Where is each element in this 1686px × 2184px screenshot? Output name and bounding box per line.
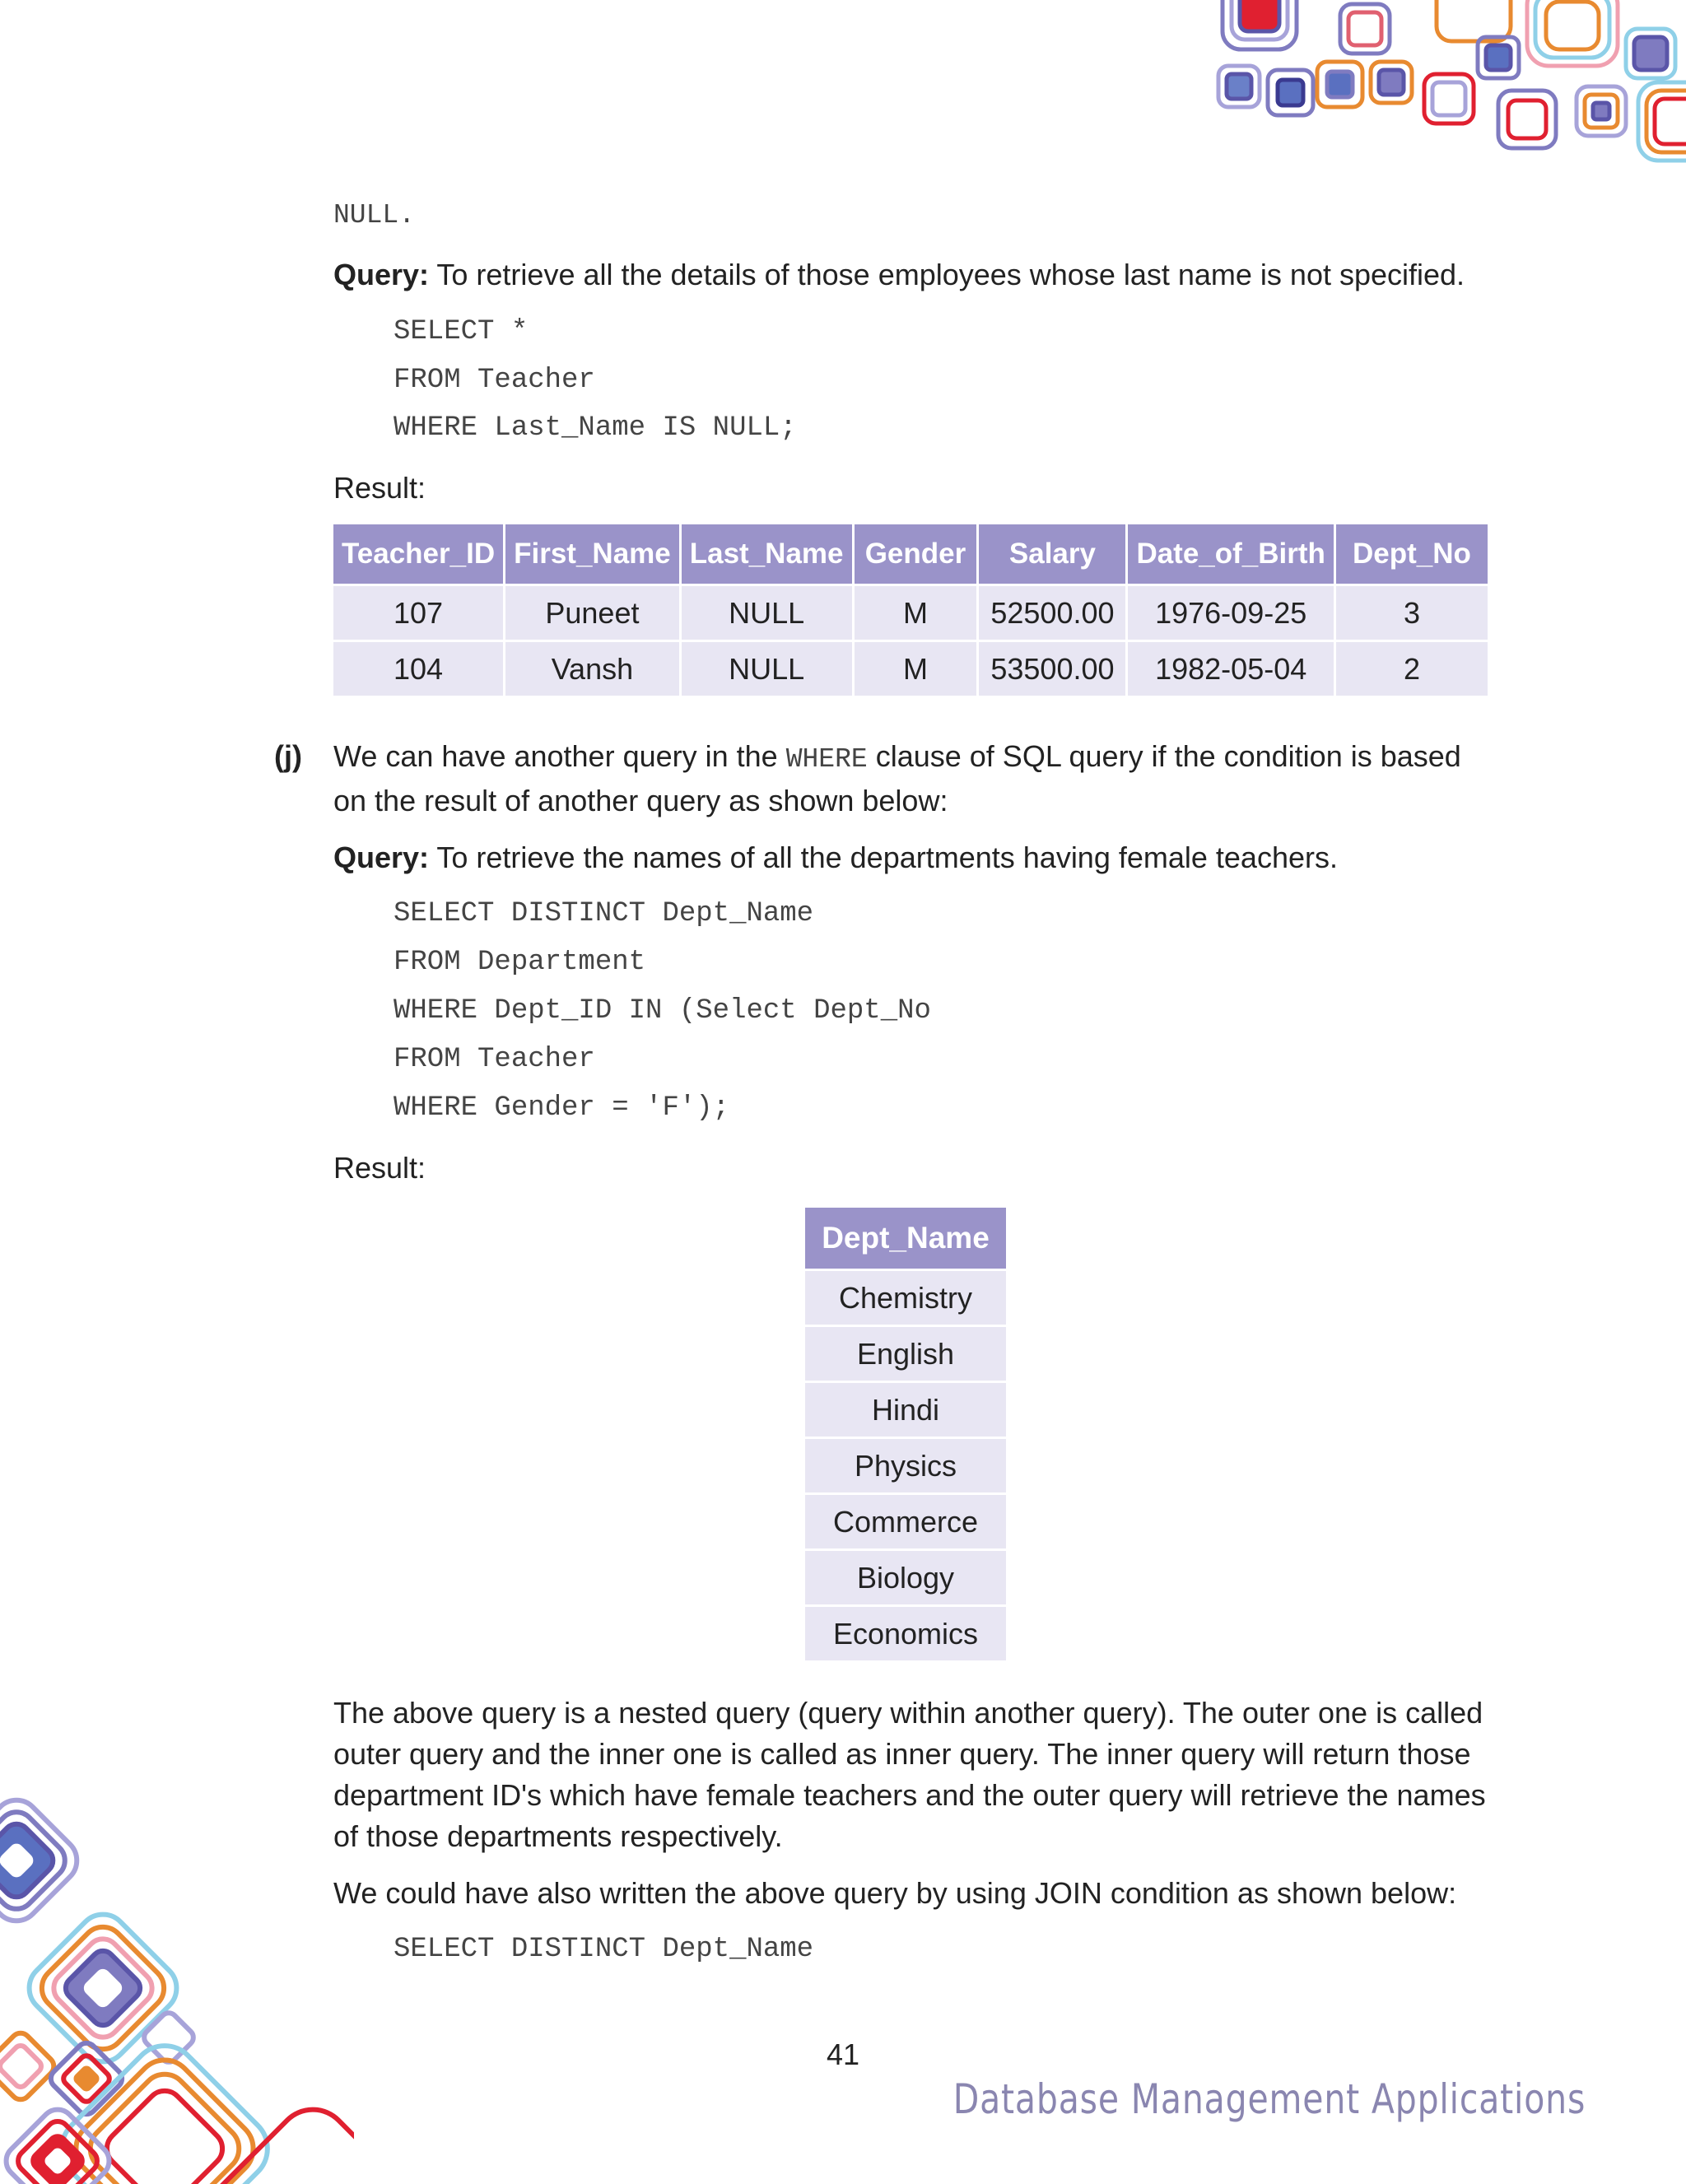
table-cell: Physics xyxy=(805,1439,1006,1492)
table-cell: Chemistry xyxy=(805,1271,1006,1325)
table-header-row xyxy=(333,524,1488,584)
where-keyword: WHERE xyxy=(785,744,868,775)
table-cell: NULL xyxy=(682,642,852,696)
result-label: Result: xyxy=(333,1151,426,1185)
decorative-squares-top-right xyxy=(1194,0,1686,165)
column-header: Last_Name xyxy=(682,524,852,584)
dept-name-result-table xyxy=(803,1205,1008,1663)
query-label: Query: xyxy=(333,841,430,874)
table-cell: Puneet xyxy=(505,586,679,640)
table-cell: 1982-05-04 xyxy=(1128,642,1333,696)
decorative-diamonds-bottom-left xyxy=(0,1795,354,2184)
table-cell: NULL xyxy=(682,586,852,640)
intro-null-text: NULL. xyxy=(333,200,416,231)
table-row xyxy=(805,1551,1006,1604)
table-cell: Biology xyxy=(805,1551,1006,1604)
teacher-result-table xyxy=(331,522,1490,698)
column-header: Date_of_Birth xyxy=(1128,524,1333,584)
column-header: Dept_No xyxy=(1336,524,1488,584)
code-line: FROM Teacher xyxy=(394,365,595,396)
code-line: SELECT DISTINCT Dept_Name xyxy=(394,898,814,929)
code-line: WHERE Last_Name IS NULL; xyxy=(394,412,797,444)
list-marker-j: (j) xyxy=(274,739,302,773)
table-header-row xyxy=(805,1208,1006,1269)
table-cell: Economics xyxy=(805,1607,1006,1660)
table-cell: 53500.00 xyxy=(979,642,1125,696)
table-cell: Hindi xyxy=(805,1383,1006,1437)
code-line: SELECT DISTINCT Dept_Name xyxy=(394,1934,814,1965)
table-cell: 107 xyxy=(333,586,503,640)
footer-book-title: Database Management Applications xyxy=(952,2075,1586,2123)
table-cell: M xyxy=(855,642,977,696)
column-header: Teacher_ID xyxy=(333,524,503,584)
table-row xyxy=(805,1383,1006,1437)
table-row xyxy=(333,642,1488,696)
page-number: 41 xyxy=(826,2037,860,2071)
table-row xyxy=(333,586,1488,640)
table-cell: Vansh xyxy=(505,642,679,696)
explanation-paragraph: The above query is a nested query (query within another query). The outer one is called outer query and the inner one is called as inner query. The inner query will return those department ID's which have female teachers and the outer query will retrieve the names of those departments respectively. xyxy=(333,1696,1486,1853)
code-line: SELECT * xyxy=(394,316,529,347)
table-cell: 2 xyxy=(1336,642,1488,696)
column-header: Gender xyxy=(855,524,977,584)
table-row xyxy=(805,1607,1006,1660)
table-cell: 52500.00 xyxy=(979,586,1125,640)
table-cell: M xyxy=(855,586,977,640)
table-row xyxy=(805,1327,1006,1381)
code-line: FROM Department xyxy=(394,947,646,978)
table-row xyxy=(805,1439,1006,1492)
column-header: Dept_Name xyxy=(805,1208,1006,1269)
query-label: Query: xyxy=(333,258,430,291)
query-text: To retrieve all the details of those employees whose last name is not specified. xyxy=(429,258,1465,291)
column-header: First_Name xyxy=(505,524,679,584)
code-line: WHERE Dept_ID IN (Select Dept_No xyxy=(394,995,931,1027)
join-intro-text: We could have also written the above query by using JOIN condition as shown below: xyxy=(333,1876,1457,1910)
text-before: We can have another query in the xyxy=(333,739,786,773)
query1-description xyxy=(333,257,1465,293)
query2-description xyxy=(333,840,1338,876)
table-row xyxy=(805,1271,1006,1325)
table-cell: 1976-09-25 xyxy=(1128,586,1333,640)
code-line: FROM Teacher xyxy=(394,1044,595,1075)
section-j-text xyxy=(333,736,1490,822)
result-label: Result: xyxy=(333,471,426,505)
table-cell: 3 xyxy=(1336,586,1488,640)
table-cell: Commerce xyxy=(805,1495,1006,1548)
table-cell: English xyxy=(805,1327,1006,1381)
query-text: To retrieve the names of all the departments having female teachers. xyxy=(429,841,1338,874)
text-after: clause of SQL query if the condition is based on the result of another query as shown below: xyxy=(333,739,1461,817)
code-line: WHERE Gender = 'F'); xyxy=(394,1092,730,1124)
table-cell: 104 xyxy=(333,642,503,696)
table-row xyxy=(805,1495,1006,1548)
column-header: Salary xyxy=(979,524,1125,584)
